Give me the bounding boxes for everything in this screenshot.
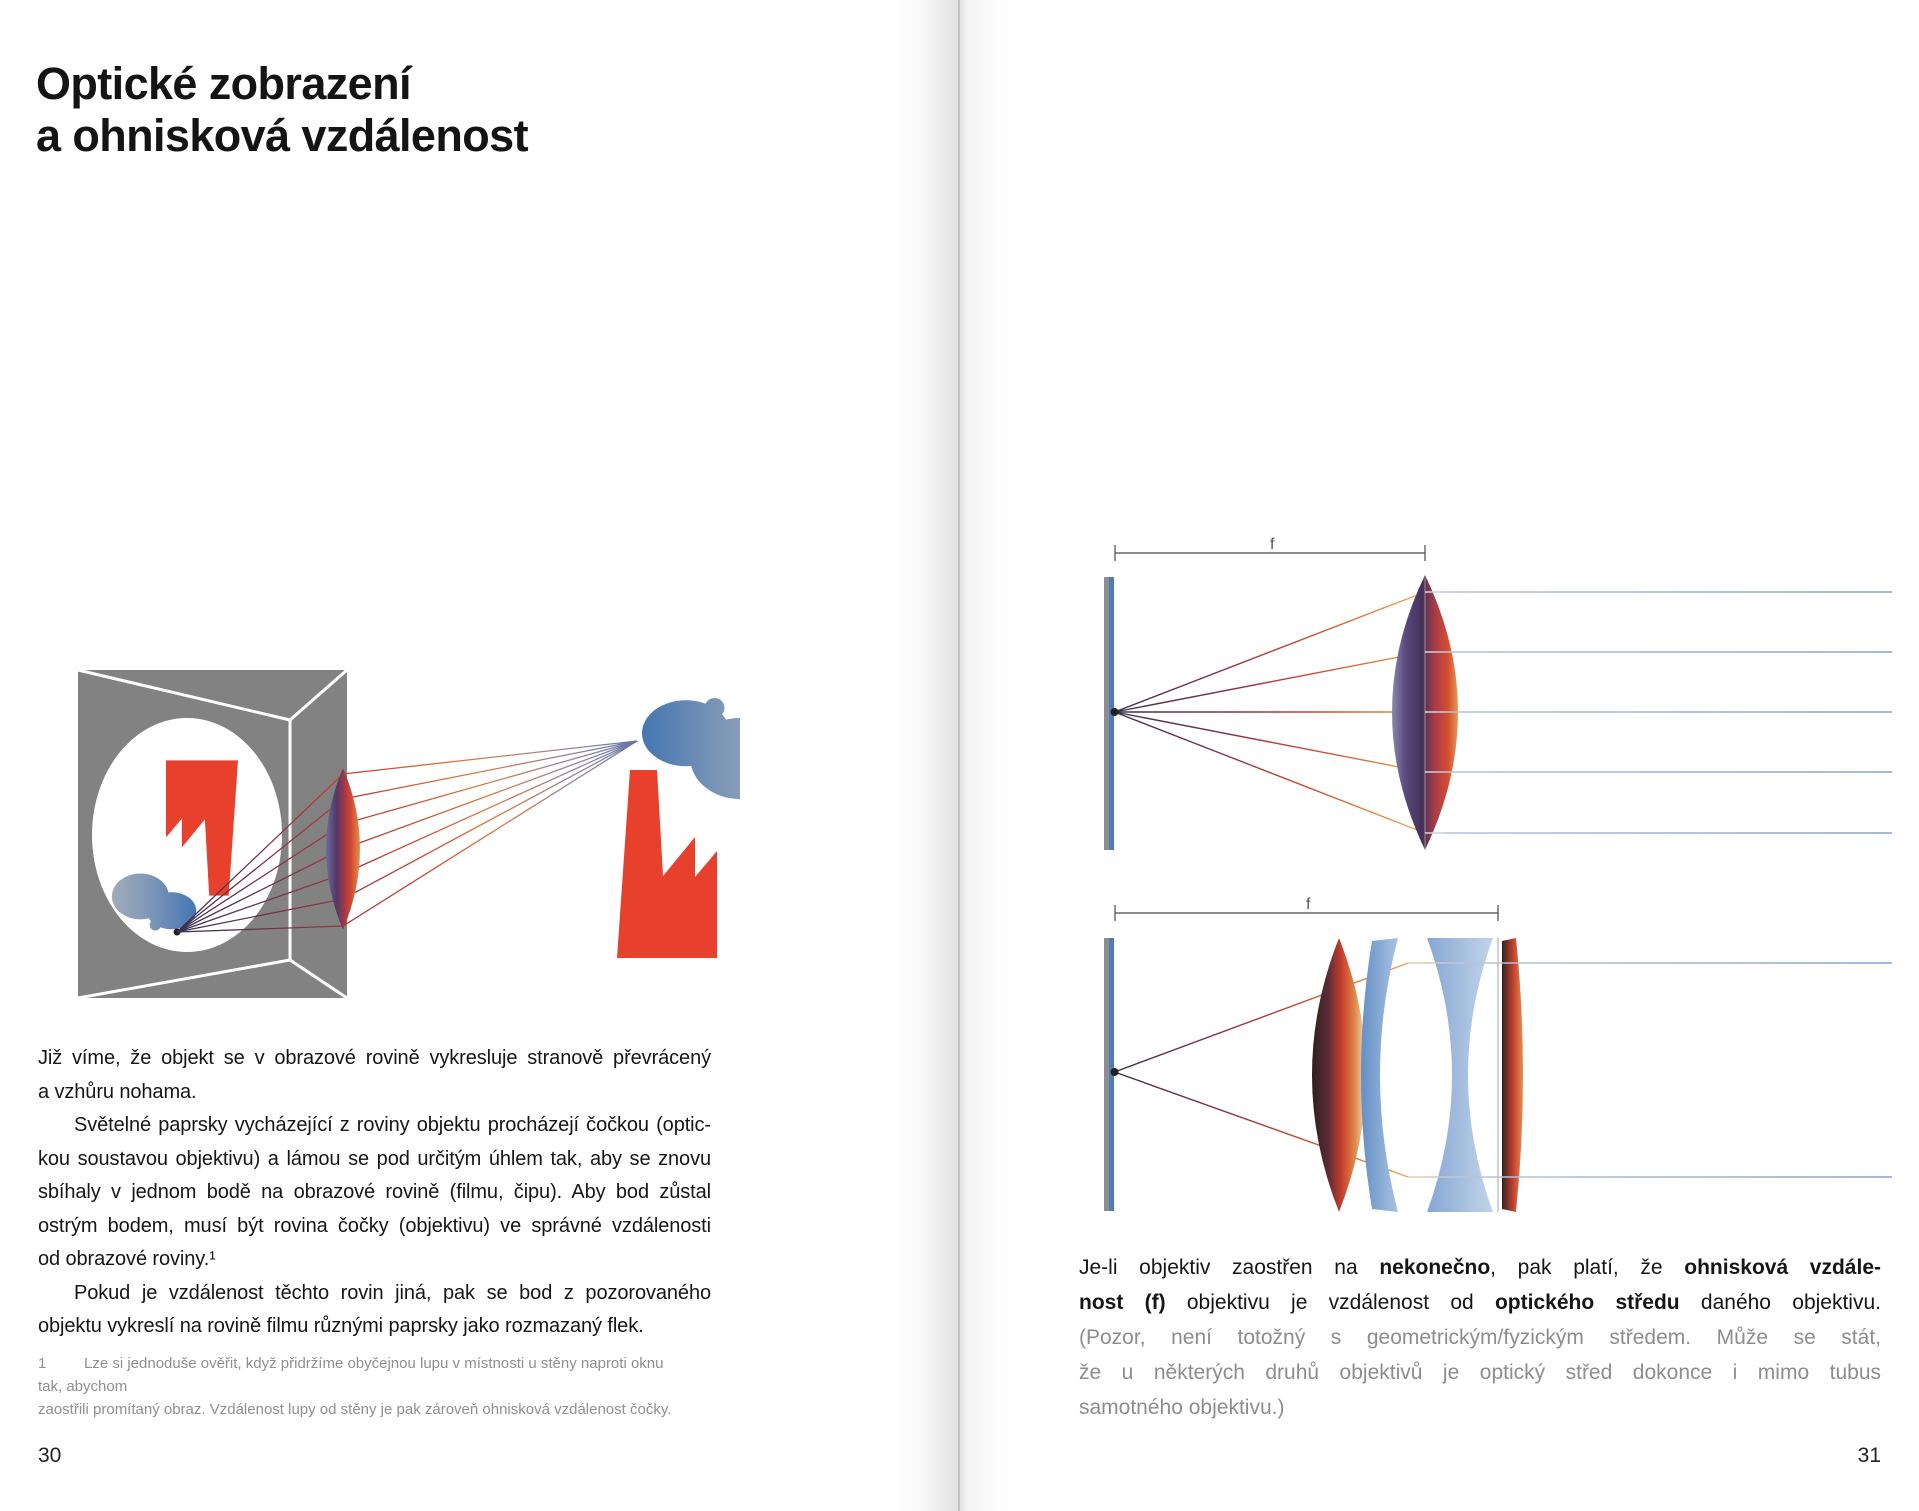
parallel-exit-rays	[1408, 963, 1892, 1177]
caption-line	[1079, 1390, 1881, 1425]
text-line: ostrým bodem, musí být rovina čočky (objektivu) ve správné vzdálenosti	[38, 1214, 711, 1237]
sensor-plane	[1104, 938, 1109, 1211]
diagram-compound-lens	[1104, 896, 1892, 1212]
footnote-marker: 1	[38, 1355, 47, 1372]
caption-bold-segment: optického středu	[1494, 1291, 1680, 1314]
caption-segment: objektivu je vzdálenost od	[1165, 1291, 1495, 1314]
focal-length-label-top: f	[1270, 536, 1275, 553]
text-line: a vzhůru nohama.	[38, 1080, 197, 1103]
text-line: objektu vykreslí na rovině filmu různými paprsky jako rozmazaný flek.	[38, 1315, 644, 1337]
text-line: sbíhaly v jednom bodě na obrazové rovině (filmu, čipu). Aby bod zůstal	[38, 1181, 711, 1203]
caption-bold-segment: nekonečno	[1379, 1256, 1491, 1279]
caption-line	[1079, 1285, 1881, 1320]
footnote-line: 1 Lze si jednoduše ověřit, když přidržíme obyčejnou lupu v místnosti u stěny naproti oknu tak, abychom	[38, 1352, 690, 1398]
caption-bold-segment: nost (f)	[1079, 1291, 1166, 1314]
caption-segment: Je-li objektiv zaostřen na	[1079, 1256, 1380, 1279]
page-title	[36, 58, 528, 162]
footnote-line: zaostřili promítaný obraz. Vzdálenost lupy od stěny je pak zároveň ohnisková vzdálenost čočky.	[38, 1401, 672, 1418]
focal-point	[1111, 1068, 1119, 1076]
parallel-exit-rays	[1425, 592, 1892, 833]
lens-element-biconvex	[1312, 938, 1366, 1212]
caption-bold-segment: ohnisková vzdále-	[1684, 1256, 1881, 1279]
focal-point	[1111, 708, 1119, 716]
caption-text	[1079, 1250, 1881, 1425]
caption-line	[1079, 1250, 1881, 1285]
sensor-plane	[1104, 577, 1109, 850]
focal-length-label-bottom: f	[1306, 896, 1311, 913]
text-line: Již víme, že objekt se v obrazové rovině vykresluje stranově převrácený	[38, 1047, 711, 1069]
camera-obscura-illustration	[60, 538, 740, 1016]
page-number-right: 31	[1857, 1444, 1881, 1467]
lens-element-biconcave	[1427, 938, 1493, 1212]
diagram-simple-lens	[1104, 536, 1892, 850]
text-line: Světelné paprsky vycházející z roviny objektu procházejí čočkou (optic-	[74, 1114, 711, 1136]
caption-segment: daného objektivu.	[1679, 1291, 1881, 1314]
gutter-shadow	[880, 0, 1030, 1511]
page-title-line-2: a ohnisková vzdálenost	[36, 110, 528, 162]
caption-segment: (Pozor, není totožný s geometrickým/fyzickým středem. Může se stát,	[1079, 1326, 1881, 1349]
focal-length-diagrams	[1080, 520, 1900, 1260]
body-text	[38, 1042, 711, 1344]
page-title-line-1: Optické zobrazení	[36, 58, 411, 110]
footnote	[38, 1352, 690, 1421]
caption-segment: samotného objektivu.)	[1079, 1396, 1285, 1419]
lens-element-rear	[1502, 938, 1523, 1212]
factory	[617, 770, 717, 958]
text-line: kou soustavou objektivu) a lámou se pod určitým úhlem tak, aby se znovu	[38, 1147, 711, 1170]
page-number-left: 30	[38, 1444, 62, 1467]
caption-segment: že u některých druhů objektivů je optický střed dokonce i mimo tubus	[1079, 1361, 1881, 1384]
ray-fan	[1115, 592, 1426, 833]
text-line: Pokud je vzdálenost těchto rovin jiná, pak se bod z pozorovaného	[74, 1281, 711, 1304]
text-line: od obrazové roviny.¹	[38, 1248, 216, 1270]
spine-line	[958, 0, 960, 1511]
caption-line	[1079, 1355, 1881, 1390]
caption-line	[1079, 1320, 1881, 1355]
caption-segment: , pak platí, že	[1490, 1256, 1685, 1279]
